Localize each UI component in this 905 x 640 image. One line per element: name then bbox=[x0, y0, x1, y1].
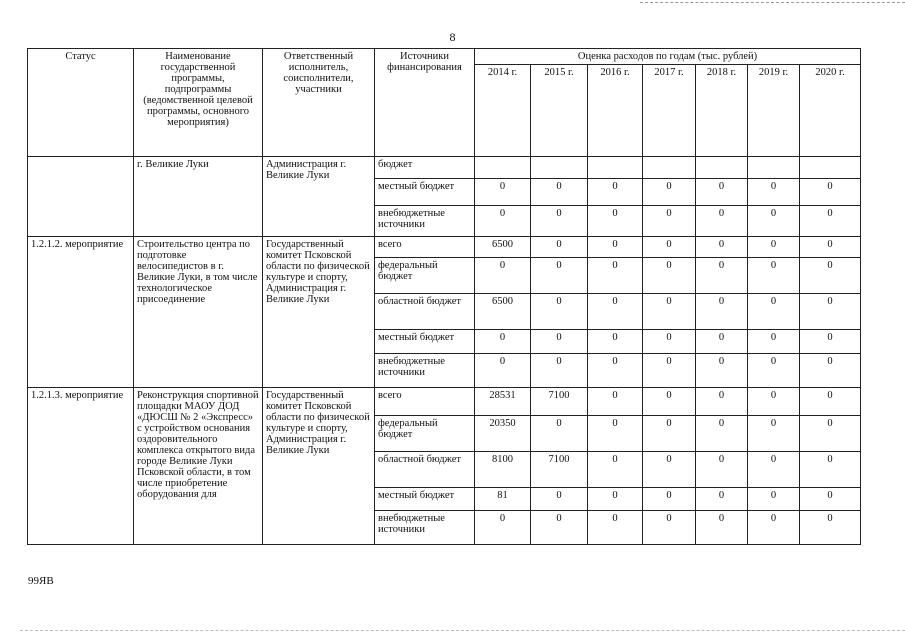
cell-value: 0 bbox=[696, 206, 748, 237]
cell-value: 0 bbox=[588, 511, 643, 545]
cell-value: 0 bbox=[643, 237, 696, 258]
cell-value: 0 bbox=[531, 416, 588, 452]
cell-value: 0 bbox=[748, 388, 800, 416]
cell-source: внебюджетные источники bbox=[375, 511, 475, 545]
cell-value: 0 bbox=[696, 179, 748, 206]
cell-value: 0 bbox=[588, 488, 643, 511]
cell-value: 0 bbox=[588, 179, 643, 206]
cell-value: 0 bbox=[643, 511, 696, 545]
table-row bbox=[28, 157, 861, 179]
cell-value: 0 bbox=[696, 416, 748, 452]
cell-value: 0 bbox=[475, 330, 531, 354]
cell-value bbox=[748, 157, 800, 179]
cell-value: 0 bbox=[475, 354, 531, 388]
cell-value: 0 bbox=[748, 452, 800, 488]
cell-value: 0 bbox=[531, 294, 588, 330]
header-year: 2017 г. bbox=[643, 65, 696, 157]
header-year: 2014 г. bbox=[475, 65, 531, 157]
cell-value: 0 bbox=[588, 294, 643, 330]
header-status: Статус bbox=[28, 49, 134, 157]
cell-value: 0 bbox=[475, 258, 531, 294]
table-row bbox=[28, 388, 861, 416]
cell-name: г. Великие Луки bbox=[134, 157, 263, 237]
cell-source: областной бюджет bbox=[375, 452, 475, 488]
cell-value: 0 bbox=[748, 511, 800, 545]
cell-value: 0 bbox=[643, 330, 696, 354]
header-responsible: Ответственный исполнитель, соисполнители, участники bbox=[263, 49, 375, 157]
cell-responsible: Государственный комитет Псковской области по физической культуре и спорту, Администрация г. Великие Луки bbox=[263, 237, 375, 388]
cell-value: 0 bbox=[800, 206, 861, 237]
cell-source: всего bbox=[375, 237, 475, 258]
cell-value: 0 bbox=[696, 330, 748, 354]
cell-value: 0 bbox=[696, 258, 748, 294]
cell-value: 0 bbox=[531, 258, 588, 294]
header-sources: Источники финансирования bbox=[375, 49, 475, 157]
cell-value: 0 bbox=[643, 294, 696, 330]
cell-value: 0 bbox=[588, 416, 643, 452]
cell-value bbox=[475, 157, 531, 179]
cell-value: 20350 bbox=[475, 416, 531, 452]
cell-value: 0 bbox=[800, 388, 861, 416]
cell-value: 0 bbox=[800, 258, 861, 294]
cell-status bbox=[28, 157, 134, 237]
cell-value bbox=[588, 157, 643, 179]
cell-value: 0 bbox=[475, 206, 531, 237]
cell-value: 0 bbox=[800, 237, 861, 258]
cell-value: 0 bbox=[643, 206, 696, 237]
cell-value: 0 bbox=[475, 511, 531, 545]
cell-value: 0 bbox=[696, 511, 748, 545]
cell-source: внебюджетные источники bbox=[375, 206, 475, 237]
cell-value: 0 bbox=[696, 354, 748, 388]
cell-value: 0 bbox=[748, 294, 800, 330]
cell-value: 0 bbox=[643, 179, 696, 206]
cell-value: 0 bbox=[800, 452, 861, 488]
cell-value: 0 bbox=[531, 488, 588, 511]
cell-value: 0 bbox=[748, 206, 800, 237]
footer-code: 99ЯВ bbox=[28, 575, 54, 587]
budget-table bbox=[27, 48, 861, 545]
header-costs: Оценка расходов по годам (тыс. рублей) bbox=[475, 49, 861, 65]
scan-artifact-bottom bbox=[20, 630, 905, 631]
cell-value: 0 bbox=[531, 237, 588, 258]
cell-value bbox=[800, 157, 861, 179]
cell-responsible: Государственный комитет Псковской области по физической культуре и спорту, Администрация г. Великие Луки bbox=[263, 388, 375, 545]
page-number: 8 bbox=[449, 30, 456, 44]
cell-source: внебюджетные источники bbox=[375, 354, 475, 388]
cell-value bbox=[531, 157, 588, 179]
cell-responsible: Администрация г. Великие Луки bbox=[263, 157, 375, 237]
cell-value: 0 bbox=[696, 452, 748, 488]
cell-value: 0 bbox=[643, 416, 696, 452]
cell-value: 0 bbox=[588, 354, 643, 388]
cell-source: федеральный бюджет bbox=[375, 258, 475, 294]
cell-value: 0 bbox=[588, 330, 643, 354]
cell-value: 0 bbox=[643, 388, 696, 416]
cell-source: местный бюджет bbox=[375, 488, 475, 511]
header-year: 2018 г. bbox=[696, 65, 748, 157]
cell-value bbox=[696, 157, 748, 179]
cell-value: 8100 bbox=[475, 452, 531, 488]
cell-value: 0 bbox=[800, 354, 861, 388]
cell-value: 0 bbox=[696, 388, 748, 416]
header-year: 2019 г. bbox=[748, 65, 800, 157]
header-name: Наименование государственной программы, подпрограммы (ведомственной целевой программы, основного мероприятия) bbox=[134, 49, 263, 157]
cell-value: 81 bbox=[475, 488, 531, 511]
cell-source: областной бюджет bbox=[375, 294, 475, 330]
cell-value: 7100 bbox=[531, 388, 588, 416]
cell-value: 0 bbox=[588, 237, 643, 258]
cell-value: 0 bbox=[643, 258, 696, 294]
cell-value: 0 bbox=[748, 179, 800, 206]
cell-source: местный бюджет bbox=[375, 330, 475, 354]
cell-value: 0 bbox=[696, 237, 748, 258]
cell-value: 0 bbox=[531, 179, 588, 206]
cell-value bbox=[643, 157, 696, 179]
scan-artifact-top bbox=[640, 2, 905, 3]
cell-source: бюджет bbox=[375, 157, 475, 179]
cell-status: 1.2.1.3. мероприятие bbox=[28, 388, 134, 545]
cell-value: 0 bbox=[475, 179, 531, 206]
cell-value: 0 bbox=[800, 416, 861, 452]
header-year: 2016 г. bbox=[588, 65, 643, 157]
cell-source: местный бюджет bbox=[375, 179, 475, 206]
cell-value: 0 bbox=[588, 206, 643, 237]
cell-value: 0 bbox=[748, 416, 800, 452]
header-year: 2020 г. bbox=[800, 65, 861, 157]
cell-status: 1.2.1.2. мероприятие bbox=[28, 237, 134, 388]
cell-value: 0 bbox=[531, 511, 588, 545]
cell-source: всего bbox=[375, 388, 475, 416]
cell-value: 0 bbox=[800, 488, 861, 511]
cell-value: 28531 bbox=[475, 388, 531, 416]
cell-value: 0 bbox=[748, 330, 800, 354]
cell-value: 0 bbox=[748, 354, 800, 388]
cell-value: 0 bbox=[531, 354, 588, 388]
cell-value: 7100 bbox=[531, 452, 588, 488]
cell-name: Строительство центра по подготовке велосипедистов в г. Великие Луки, в том числе технологическое присоединение bbox=[134, 237, 263, 388]
cell-value: 0 bbox=[800, 330, 861, 354]
cell-value: 6500 bbox=[475, 294, 531, 330]
cell-value: 0 bbox=[531, 206, 588, 237]
cell-value: 0 bbox=[643, 488, 696, 511]
cell-value: 0 bbox=[588, 258, 643, 294]
cell-value: 0 bbox=[748, 258, 800, 294]
cell-value: 0 bbox=[643, 354, 696, 388]
cell-name: Реконструкция спортивной площадки МАОУ ДОД «ДЮСШ № 2 «Экспресс» с устройством основания оздоровительного комплекса открытого вида городе Великие Луки Псковской области, в том числе приобретение оборудования для bbox=[134, 388, 263, 545]
table-row bbox=[28, 237, 861, 258]
cell-value: 0 bbox=[800, 511, 861, 545]
cell-value: 0 bbox=[696, 488, 748, 511]
cell-value: 0 bbox=[800, 294, 861, 330]
cell-value: 0 bbox=[588, 388, 643, 416]
cell-value: 6500 bbox=[475, 237, 531, 258]
cell-value: 0 bbox=[748, 237, 800, 258]
cell-value: 0 bbox=[748, 488, 800, 511]
cell-value: 0 bbox=[800, 179, 861, 206]
cell-value: 0 bbox=[531, 330, 588, 354]
cell-value: 0 bbox=[588, 452, 643, 488]
header-year: 2015 г. bbox=[531, 65, 588, 157]
cell-value: 0 bbox=[643, 452, 696, 488]
cell-source: федеральный бюджет bbox=[375, 416, 475, 452]
cell-value: 0 bbox=[696, 294, 748, 330]
